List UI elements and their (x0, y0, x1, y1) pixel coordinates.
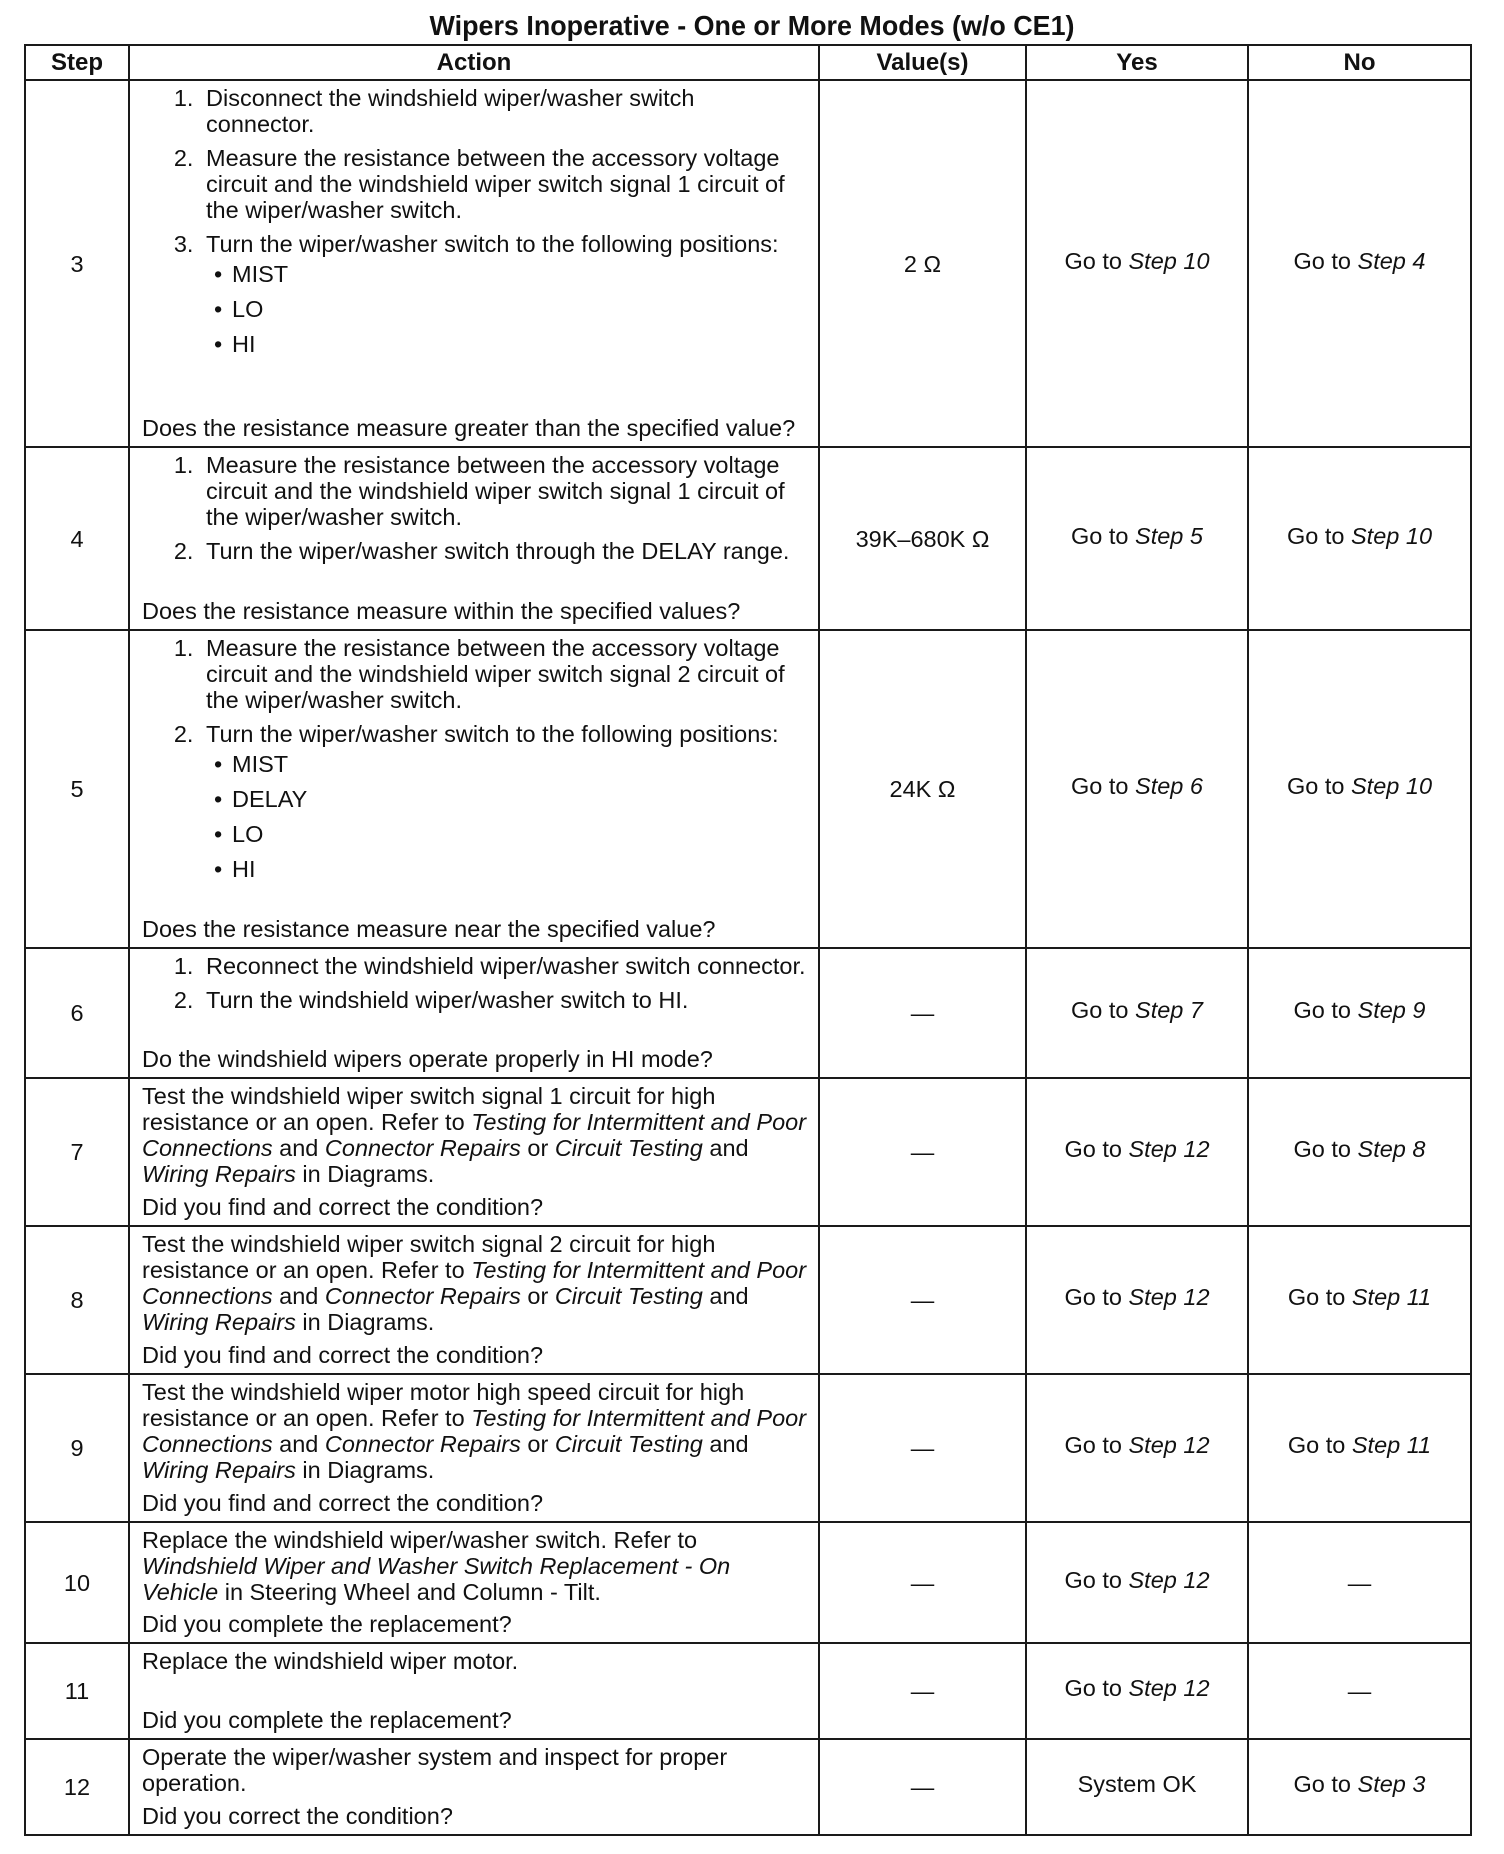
header-action: Action (129, 45, 819, 80)
text-span: Test the windshield wiper motor high speed circuit for high resistance or an open. Refer to (142, 1379, 745, 1431)
action-text: Operate the wiper/washer system and inspect for proper operation. (142, 1744, 728, 1796)
action-step: 1. Measure the resistance between the accessory voltage circuit and the windshield wiper switch signal 2 circuit of the wiper/washer switch. (200, 635, 808, 713)
action-step-text: Turn the wiper/washer switch to the following positions: (206, 231, 779, 257)
action-text (142, 1083, 808, 1187)
step-number: 3 (25, 80, 129, 447)
action-cell (129, 1739, 819, 1835)
action-cell (129, 1522, 819, 1643)
action-question: Did you complete the replacement? (142, 1611, 512, 1637)
text-span: in Diagrams. (295, 1161, 435, 1187)
table-row (25, 1226, 1471, 1374)
yes-cell (1026, 1374, 1248, 1522)
action-question: Did you correct the condition? (142, 1803, 453, 1829)
text-span: and (702, 1283, 749, 1309)
goto-prefix: Go to (1064, 1284, 1129, 1310)
goto-step-link[interactable]: Step 10 (1351, 522, 1433, 549)
no-cell (1248, 80, 1471, 447)
value-cell: — (819, 1374, 1026, 1522)
action-cell (129, 630, 819, 948)
goto-prefix: Go to (1064, 247, 1129, 274)
goto-prefix: Go to (1293, 1136, 1358, 1162)
no-cell: — (1248, 1522, 1471, 1643)
doc-reference-link[interactable]: Connector Repairs (324, 1135, 521, 1161)
action-cell (129, 447, 819, 630)
goto-step-link[interactable]: Step 12 (1128, 1566, 1210, 1593)
position-item: • MIST (232, 261, 808, 287)
no-cell (1248, 948, 1471, 1078)
action-step: 1. Reconnect the windshield wiper/washer switch connector. (200, 953, 808, 979)
goto-step-link[interactable]: Step 10 (1351, 773, 1433, 799)
goto-step-link[interactable]: Step 10 (1128, 247, 1210, 274)
doc-reference-link[interactable]: Wiring Repairs (142, 1161, 296, 1187)
position-item: • HI (232, 331, 808, 357)
goto-step-link[interactable]: Step 12 (1128, 1136, 1210, 1162)
action-question: Did you find and correct the condition? (142, 1342, 544, 1368)
table-row (25, 948, 1471, 1078)
no-cell (1248, 1374, 1471, 1522)
text-span: or (520, 1135, 555, 1161)
value-cell: 39K–680K Ω (819, 447, 1026, 630)
goto-step-link[interactable]: Step 11 (1351, 1284, 1432, 1310)
text-span: Replace the windshield wiper/washer switch. Refer to (142, 1527, 698, 1553)
yes-cell (1026, 80, 1248, 447)
doc-reference-link[interactable]: Circuit Testing (554, 1283, 703, 1309)
table-row (25, 1522, 1471, 1643)
goto-prefix: Go to (1071, 522, 1136, 549)
yes-cell (1026, 630, 1248, 948)
position-list (206, 751, 808, 882)
action-steps (142, 953, 808, 1013)
action-text (142, 1231, 808, 1335)
value-cell: 24K Ω (819, 630, 1026, 948)
action-text (142, 1527, 808, 1605)
action-text: Replace the windshield wiper motor. (142, 1648, 519, 1674)
goto-step-link[interactable]: Step 6 (1135, 773, 1203, 799)
yes-cell: System OK (1026, 1739, 1248, 1835)
text-span: and (272, 1135, 325, 1161)
yes-cell (1026, 447, 1248, 630)
action-question: Did you find and correct the condition? (142, 1490, 544, 1516)
goto-prefix: Go to (1293, 1771, 1358, 1797)
step-number: 6 (25, 948, 129, 1078)
action-steps (142, 85, 808, 357)
no-cell (1248, 447, 1471, 630)
table-row (25, 1739, 1471, 1835)
action-text (142, 1379, 808, 1483)
text-span: or (520, 1431, 555, 1457)
yes-cell (1026, 1078, 1248, 1226)
text-span: Test the windshield wiper switch signal 2 circuit for high resistance or an open. Refer to (142, 1231, 716, 1283)
yes-cell (1026, 1522, 1248, 1643)
yes-cell (1026, 1643, 1248, 1739)
position-list (206, 261, 808, 357)
action-question: Did you complete the replacement? (142, 1707, 512, 1733)
goto-step-link[interactable]: Step 12 (1128, 1284, 1210, 1310)
goto-step-link[interactable]: Step 9 (1357, 997, 1426, 1023)
text-span: Test the windshield wiper switch signal 1 circuit for high resistance or an open. Refer to (142, 1083, 716, 1135)
doc-reference-link[interactable]: Testing for Intermittent and Poor Connections (142, 1109, 807, 1161)
diagnostic-table (24, 44, 1472, 1836)
table-row (25, 80, 1471, 447)
doc-reference-link[interactable]: Wiring Repairs (142, 1457, 296, 1483)
step-number: 11 (25, 1643, 129, 1739)
doc-reference-link[interactable]: Windshield Wiper and Washer Switch Replacement - On Vehicle (142, 1553, 731, 1605)
goto-prefix: Go to (1286, 773, 1351, 799)
value-cell: — (819, 1739, 1026, 1835)
value-cell: — (819, 948, 1026, 1078)
goto-step-link[interactable]: Step 11 (1351, 1432, 1432, 1458)
step-number: 4 (25, 447, 129, 630)
goto-prefix: Go to (1286, 522, 1351, 549)
yes-cell (1026, 948, 1248, 1078)
table-row (25, 630, 1471, 948)
goto-prefix: Go to (1293, 997, 1358, 1023)
goto-prefix: Go to (1071, 997, 1136, 1023)
no-cell (1248, 630, 1471, 948)
action-steps (142, 452, 808, 564)
table-row (25, 1374, 1471, 1522)
position-item: • MIST (232, 751, 808, 777)
action-cell (129, 1226, 819, 1374)
step-number: 7 (25, 1078, 129, 1226)
value-cell: — (819, 1226, 1026, 1374)
action-question: Does the resistance measure within the specified values? (142, 598, 741, 624)
action-question: Did you find and correct the condition? (142, 1194, 544, 1220)
no-cell (1248, 1226, 1471, 1374)
action-cell (129, 80, 819, 447)
doc-reference-link[interactable]: Wiring Repairs (142, 1309, 296, 1335)
goto-prefix: Go to (1064, 1136, 1129, 1162)
table-header (25, 45, 1471, 80)
goto-step-link[interactable]: Step 12 (1128, 1432, 1210, 1458)
action-cell (129, 1374, 819, 1522)
position-item: • LO (232, 296, 808, 322)
action-cell (129, 1078, 819, 1226)
value-cell: — (819, 1522, 1026, 1643)
text-span: and (272, 1283, 325, 1309)
goto-step-link[interactable]: Step 3 (1357, 1771, 1426, 1797)
goto-prefix: Go to (1287, 1432, 1352, 1458)
goto-prefix: Go to (1064, 1432, 1129, 1458)
text-span: and (702, 1431, 749, 1457)
goto-prefix: Go to (1064, 1675, 1129, 1701)
action-cell (129, 1643, 819, 1739)
action-question: Does the resistance measure greater than the specified value? (142, 415, 796, 441)
goto-prefix: Go to (1064, 1566, 1129, 1593)
goto-step-link[interactable]: Step 12 (1128, 1675, 1210, 1701)
action-question: Do the windshield wipers operate properly in HI mode? (142, 1046, 713, 1072)
goto-step-link[interactable]: Step 4 (1357, 247, 1426, 274)
text-span: in Steering Wheel and Column - Tilt. (218, 1579, 601, 1605)
goto-prefix: Go to (1293, 247, 1358, 274)
action-step: 2. Turn the wiper/washer switch through the DELAY range. (200, 538, 808, 564)
text-span: and (272, 1431, 325, 1457)
goto-prefix: Go to (1071, 773, 1136, 799)
doc-reference-link[interactable]: Connector Repairs (324, 1283, 521, 1309)
header-yes: Yes (1026, 45, 1248, 80)
step-number: 10 (25, 1522, 129, 1643)
yes-cell (1026, 1226, 1248, 1374)
text-span: and (702, 1135, 749, 1161)
step-number: 5 (25, 630, 129, 948)
action-step (200, 231, 808, 357)
step-number: 12 (25, 1739, 129, 1835)
header-no: No (1248, 45, 1471, 80)
doc-reference-link[interactable]: Circuit Testing (554, 1431, 703, 1457)
value-cell: — (819, 1643, 1026, 1739)
page-title: Wipers Inoperative - One or More Modes (w/o CE1) (429, 10, 1075, 41)
doc-reference-link[interactable]: Testing for Intermittent and Poor Connections (142, 1257, 807, 1309)
text-span: or (520, 1283, 555, 1309)
action-cell (129, 948, 819, 1078)
action-step: 1. Measure the resistance between the accessory voltage circuit and the windshield wiper switch signal 1 circuit of the wiper/washer switch. (200, 452, 808, 530)
table-row (25, 1078, 1471, 1226)
doc-reference-link[interactable]: Circuit Testing (554, 1135, 703, 1161)
doc-reference-link[interactable]: Connector Repairs (324, 1431, 521, 1457)
step-number: 9 (25, 1374, 129, 1522)
doc-reference-link[interactable]: Testing for Intermittent and Poor Connections (142, 1405, 807, 1457)
no-cell (1248, 1739, 1471, 1835)
goto-step-link[interactable]: Step 8 (1357, 1136, 1426, 1162)
step-number: 8 (25, 1226, 129, 1374)
no-cell: — (1248, 1643, 1471, 1739)
table-row (25, 447, 1471, 630)
action-step (200, 721, 808, 882)
value-cell: 2 Ω (819, 80, 1026, 447)
value-cell: — (819, 1078, 1026, 1226)
position-item: • HI (232, 856, 808, 882)
no-cell (1248, 1078, 1471, 1226)
text-span: in Diagrams. (295, 1309, 435, 1335)
action-step: 1. Disconnect the windshield wiper/washer switch connector. (200, 85, 808, 137)
goto-step-link[interactable]: Step 7 (1135, 997, 1203, 1023)
header-step: Step (25, 45, 129, 80)
action-steps (142, 635, 808, 882)
position-item: • LO (232, 821, 808, 847)
goto-step-link[interactable]: Step 5 (1135, 522, 1203, 549)
text-span: in Diagrams. (295, 1457, 435, 1483)
action-step-text: Turn the wiper/washer switch to the following positions: (206, 721, 779, 747)
header-values: Value(s) (819, 45, 1026, 80)
action-step: 2. Measure the resistance between the accessory voltage circuit and the windshield wiper switch signal 1 circuit of the wiper/washer switch. (200, 145, 808, 223)
position-item: • DELAY (232, 786, 808, 812)
action-question: Does the resistance measure near the specified value? (142, 916, 716, 942)
table-row (25, 1643, 1471, 1739)
action-step: 2. Turn the windshield wiper/washer switch to HI. (200, 987, 808, 1013)
goto-prefix: Go to (1287, 1284, 1352, 1310)
